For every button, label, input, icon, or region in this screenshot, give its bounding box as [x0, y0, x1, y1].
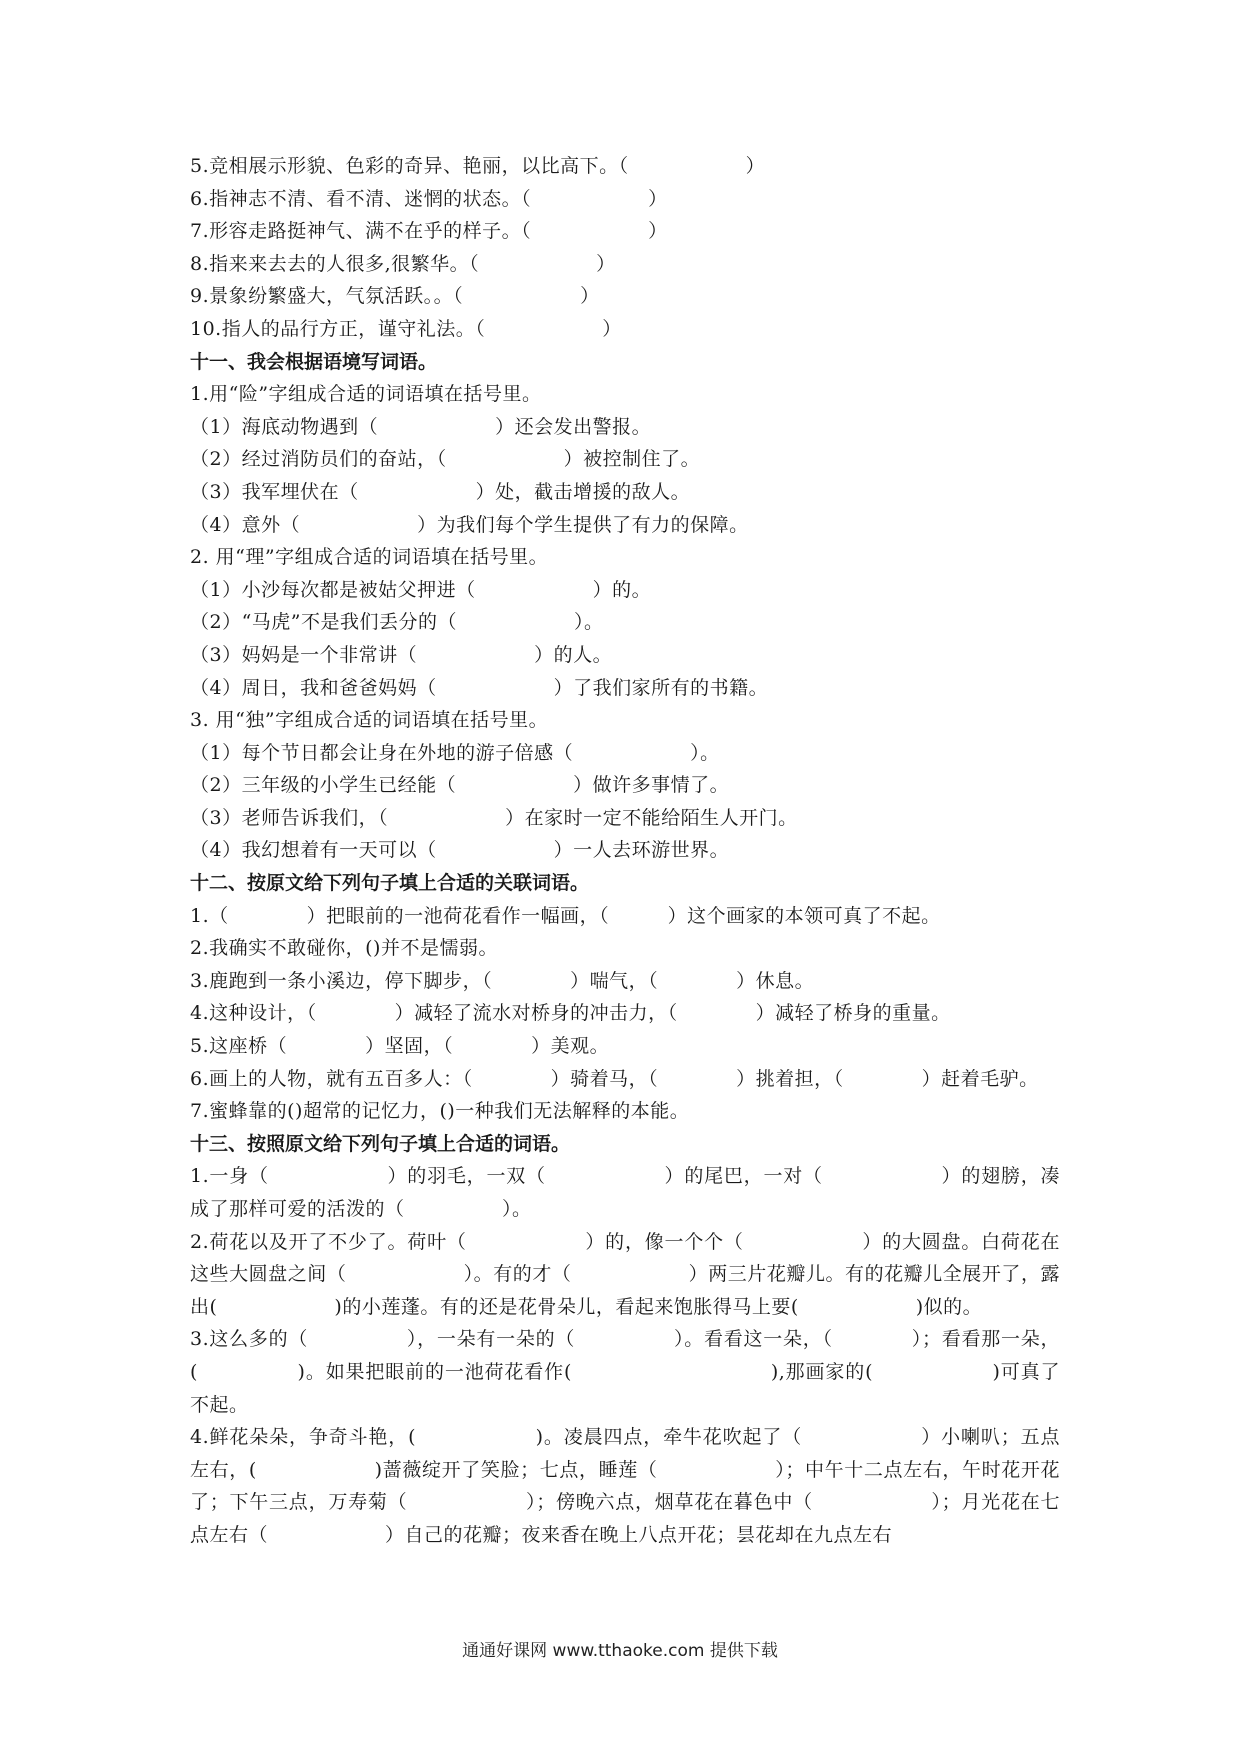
question-line: 4.这种设计，（ ）减轻了流水对桥身的冲击力，（ ）减轻了桥身的重量。 — [190, 1002, 951, 1025]
question-line: 7.蜜蜂靠的()超常的记忆力，()一种我们无法解释的本能。 — [190, 1100, 690, 1123]
question-line: 6.画上的人物，就有五百多人：（ ）骑着马，（ ）挑着担，（ ）赶着毛驴。 — [190, 1067, 1039, 1090]
worksheet-content — [190, 150, 1060, 1552]
question-paragraph: 4.鲜花朵朵，争奇斗艳，( )。凌晨四点，牵牛花吹起了（ ）小喇叭；五点左右，( )蔷薇绽开了笑脸；七点，睡莲（ ）；中午十二点左右，午时花开花了；下午三点，万寿菊（ ）；傍晚六点，烟草花在暮色中（ ）；月光花在七点左右（ ）自己的花瓣；夜来香在晚上八点开花；昙花却在九点左右 — [190, 1426, 1060, 1546]
group-prompt: 2. 用“理”字组成合适的词语填在括号里。 — [190, 546, 549, 569]
section-heading: 十三、按照原文给下列句子填上合适的词语。 — [190, 1132, 571, 1155]
question-line: （3）妈妈是一个非常讲（ ）的人。 — [190, 643, 613, 666]
question-line: （2）经过消防员们的奋站，（ ）被控制住了。 — [190, 448, 701, 471]
question-paragraph: 1.一身（ ）的羽毛，一双（ ）的尾巴，一对（ ）的翅膀，凑成了那样可爱的活泼的（ ）。 — [190, 1165, 1060, 1220]
question-line: （4）意外（ ）为我们每个学生提供了有力的保障。 — [190, 513, 749, 536]
question-line: 7.形容走路挺神气、满不在乎的样子。（ ） — [190, 220, 668, 243]
question-line: 5.这座桥（ ）坚固，（ ）美观。 — [190, 1035, 610, 1058]
question-line: 5.竞相展示形貌、色彩的奇异、艳丽，以比高下。（ ） — [190, 155, 766, 177]
question-line: （1）每个节日都会让身在外地的游子倍感（ ）。 — [190, 741, 720, 764]
question-line: （2）三年级的小学生已经能（ ）做许多事情了。 — [190, 774, 730, 797]
question-line: （3）老师告诉我们，（ ）在家时一定不能给陌生人开门。 — [190, 806, 798, 829]
section-heading: 十二、按原文给下列句子填上合适的关联词语。 — [190, 872, 590, 895]
group-prompt: 1.用“险”字组成合适的词语填在括号里。 — [190, 383, 542, 406]
question-line: （4）周日，我和爸爸妈妈（ ）了我们家所有的书籍。 — [190, 676, 769, 699]
question-paragraph: 2.荷花以及开了不少了。荷叶（ ）的，像一个个（ ）的大圆盘。白荷花在这些大圆盘之间（ ）。有的才（ ）两三片花瓣儿。有的花瓣儿全展开了，露出( )的小莲蓬。有的还是花骨朵儿，看起来饱胀得马上要( )似的。 — [190, 1230, 1060, 1318]
question-line: （3）我军埋伏在（ ）处，截击增援的敌人。 — [190, 480, 691, 503]
question-line: 3.鹿跑到一条小溪边，停下脚步，（ ）喘气，（ ）休息。 — [190, 969, 815, 992]
question-line: （1）海底动物遇到（ ）还会发出警报。 — [190, 415, 652, 438]
question-paragraph: 3.这么多的（ ），一朵有一朵的（ ）。看看这一朵，（ ）；看看那一朵，( )。如果把眼前的一池荷花看作( ),那画家的( )可真了不起。 — [190, 1328, 1060, 1416]
question-line: 6.指神志不清、看不清、迷惘的状态。（ ） — [190, 187, 668, 210]
question-line: 1.（ ）把眼前的一池荷花看作一幅画，（ ）这个画家的本领可真了不起。 — [190, 904, 941, 927]
section-heading: 十一、我会根据语境写词语。 — [190, 350, 438, 373]
question-line: 9.景象纷繁盛大，气氛活跃。。（ ） — [190, 285, 600, 308]
question-line: 10.指人的品行方正，谨守礼法。（ ） — [190, 317, 622, 340]
page-footer: 通通好课网 www.tthaoke.com 提供下载 — [462, 1641, 778, 1661]
question-line: （2）“马虎”不是我们丢分的（ ）。 — [190, 611, 604, 634]
question-line: 8.指来来去去的人很多,很繁华。（ ） — [190, 252, 616, 275]
question-line: （4）我幻想着有一天可以（ ）一人去环游世界。 — [190, 839, 730, 862]
group-prompt: 3. 用“独”字组成合适的词语填在括号里。 — [190, 709, 549, 732]
question-line: 2.我确实不敢碰你，()并不是懦弱。 — [190, 937, 498, 960]
question-line: （1）小沙每次都是被姑父押进（ ）的。 — [190, 578, 652, 601]
